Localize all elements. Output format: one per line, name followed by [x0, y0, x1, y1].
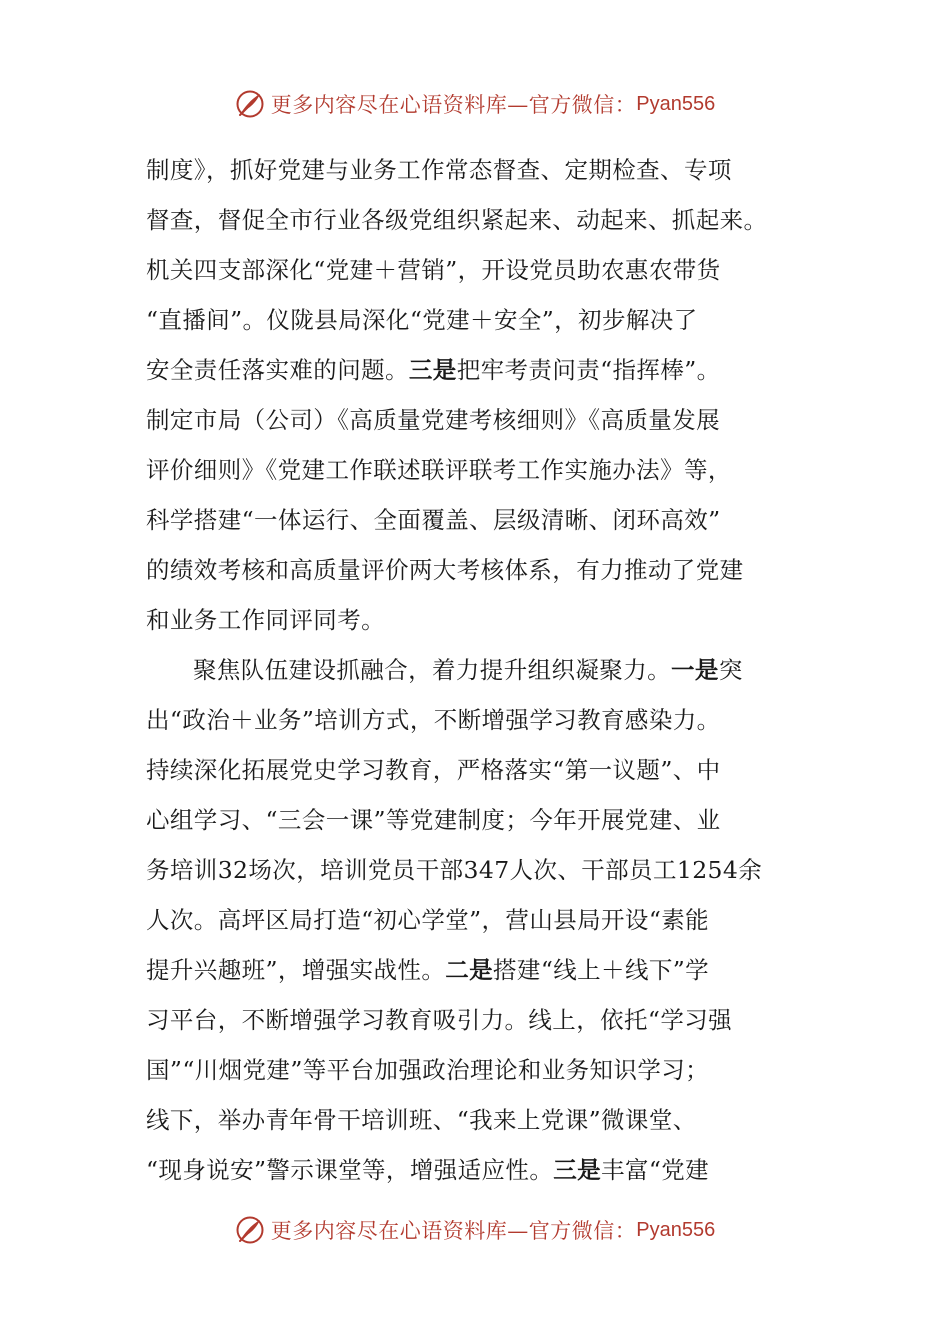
header-promo-banner	[0, 86, 950, 122]
text-line: 提升兴趣班”，增强实战性。二是搭建“线上＋线下”学	[146, 956, 710, 984]
text-line: 督查，督促全市行业各级党组织紧起来、动起来、抓起来。	[146, 206, 768, 234]
bold-ordinal: 二是	[445, 956, 494, 984]
bold-ordinal: 三是	[553, 1156, 602, 1184]
text-line: 和业务工作同评同考。	[146, 606, 385, 634]
footer-promo-banner	[0, 1212, 950, 1248]
header-promo-text: 更多内容尽在心语资料库—官方微信：	[270, 93, 637, 117]
text-line: 制定市局（公司）《高质量党建考核细则》《高质量发展	[146, 406, 720, 434]
text-line: 线下，举办青年骨干培训班、“我来上党课”微课堂、	[146, 1106, 697, 1134]
footer-promo-text: 更多内容尽在心语资料库—官方微信：	[270, 1219, 637, 1243]
text-line: 务培训32场次，培训党员干部347人次、干部员工1254余	[146, 856, 763, 884]
text-line: 制度》，抓好党建与业务工作常态督查、定期检查、专项	[146, 156, 732, 184]
text-line: 机关四支部深化“党建＋营销”，开设党员助农惠农带货	[146, 256, 721, 284]
paragraph-start-line: 聚焦队伍建设抓融合，着力提升组织凝聚力。一是突	[193, 656, 743, 684]
quill-pen-seal-icon	[235, 1215, 265, 1245]
text-line: 持续深化拓展党史学习教育，严格落实“第一议题”、中	[146, 756, 721, 784]
text-line: 安全责任落实难的问题。三是把牢考责问责“指挥棒”。	[146, 356, 721, 384]
quill-pen-seal-icon	[235, 89, 265, 119]
text-line: 评价细则》《党建工作联述联评联考工作实施办法》等，	[146, 456, 732, 484]
footer-wechat-id: Pyan556	[636, 1218, 716, 1241]
bold-ordinal: 三是	[408, 356, 457, 384]
text-line: 科学搭建“一体运行、全面覆盖、层级清晰、闭环高效”	[146, 506, 721, 534]
text-line: 习平台，不断增强学习教育吸引力。线上，依托“学习强	[146, 1006, 733, 1034]
text-line: 人次。高坪区局打造“初心学堂”，营山县局开设“素能	[146, 906, 710, 934]
text-line: 国”“川烟党建”等平台加强政治理论和业务知识学习；	[146, 1056, 710, 1084]
bold-ordinal: 一是	[671, 656, 719, 684]
text-line: 的绩效考核和高质量评价两大考核体系，有力推动了党建	[146, 556, 744, 584]
text-line: 心组学习、“三会一课”等党建制度；今年开展党建、业	[146, 806, 721, 834]
text-line: “直播间”。仪陇县局深化“党建＋安全”，初步解决了	[146, 306, 698, 334]
header-wechat-id: Pyan556	[636, 92, 716, 115]
document-body	[146, 145, 806, 1195]
text-line: “现身说安”警示课堂等，增强适应性。三是丰富“党建	[146, 1156, 710, 1184]
text-line: 出“政治＋业务”培训方式，不断增强学习教育感染力。	[146, 706, 721, 734]
